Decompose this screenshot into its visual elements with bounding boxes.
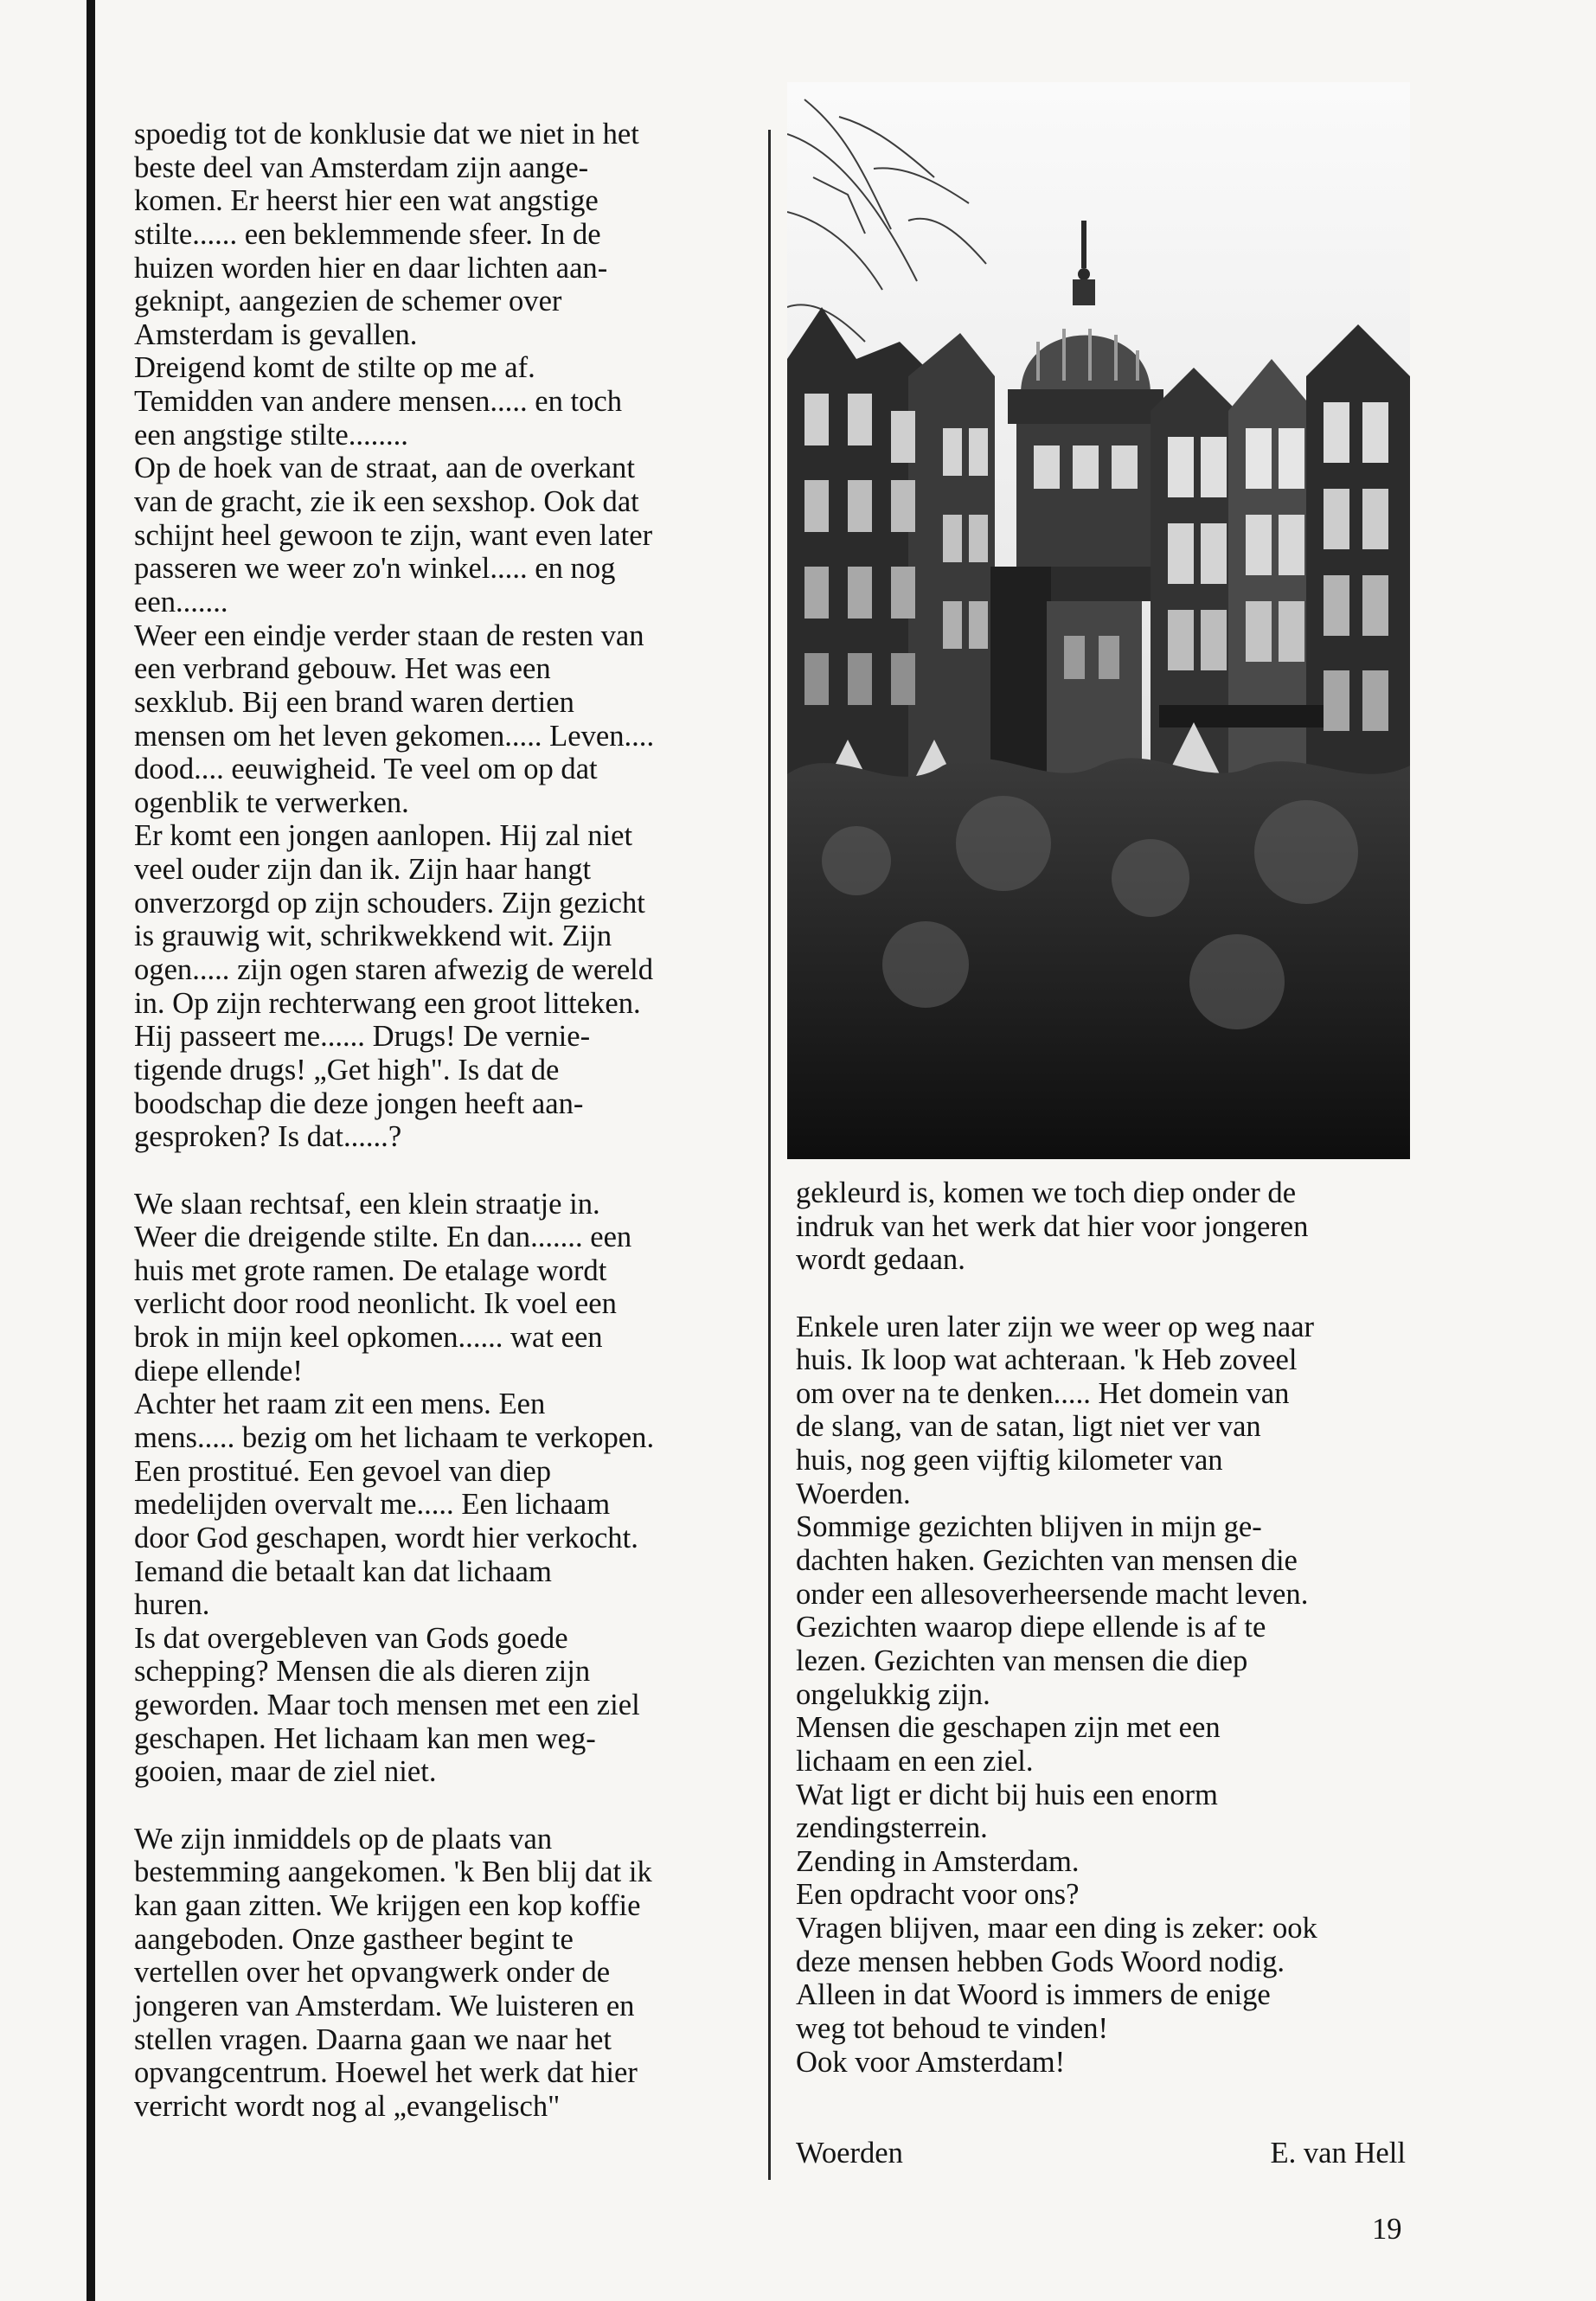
text-line: Wat ligt er dicht bij huis een enorm [796,1778,1218,1811]
text-line: weg tot behoud te vinden! [796,2012,1109,2046]
text-line: boodschap die deze jongen heeft aan- [134,1086,584,1120]
text-line: Zending in Amsterdam. [796,1844,1080,1878]
text-line: van de gracht, zie ik een sexshop. Ook dat [134,485,639,519]
text-line: stellen vragen. Daarna gaan we naar het [134,2022,612,2056]
text-line: verlicht door rood neonlicht. Ik voel een [134,1287,617,1321]
text-line: diepe ellende! [134,1354,303,1388]
text-line: huis. Ik loop wat achteraan. 'k Heb zoveel [796,1343,1298,1377]
text-line: Vragen blijven, maar een ding is zeker: ook [796,1912,1317,1945]
text-line: stilte...... een beklemmende sfeer. In de [134,217,601,251]
text-line: Ook voor Amsterdam! [796,2045,1066,2079]
text-line: spoedig tot de konklusie dat we niet in het [134,118,639,151]
text-line: Een opdracht voor ons? [796,1878,1080,1912]
text-line: sexklub. Bij een brand waren dertien [134,685,574,719]
text-line: deze mensen hebben Gods Woord nodig. [796,1945,1285,1978]
text-line: een verbrand gebouw. Het was een [134,652,551,686]
text-line: Er komt een jongen aanlopen. Hij zal niet [134,819,633,853]
text-line: Dreigend komt de stilte op me af. [134,351,535,385]
text-line: Weer die dreigende stilte. En dan....... een [134,1221,632,1254]
binding-edge [87,0,95,2301]
text-line: Amsterdam is gevallen. [134,317,418,351]
text-line: veel ouder zijn dan ik. Zijn haar hangt [134,853,592,887]
text-line: opvangcentrum. Hoewel het werk dat hier [134,2056,638,2090]
text-line: Iemand die betaalt kan dat lichaam [134,1554,552,1588]
right-text-column [796,1176,1419,2079]
text-line: mensen om het leven gekomen..... Leven.... [134,719,655,753]
text-line: huis met grote ramen. De etalage wordt [134,1253,607,1287]
signature-author: E. van Hell [1270,2137,1406,2170]
paragraph-gap [134,1789,757,1823]
text-line: Een prostitué. Een gevoel van diep [134,1454,552,1488]
text-line: onder een allesoverheersende macht leven. [796,1577,1309,1611]
text-line: gekleurd is, komen we toch diep onder de [796,1176,1297,1209]
text-line: lichaam en een ziel. [796,1744,1034,1778]
text-line: Achter het raam zit een mens. Een [134,1388,546,1421]
text-line: Gezichten waarop diepe ellende is af te [796,1611,1266,1644]
text-line: geschapen. Het lichaam kan men weg- [134,1721,596,1755]
left-text-column [134,118,757,2123]
text-line: Hij passeert me...... Drugs! De vernie- [134,1020,591,1054]
text-line: ogenblik te verwerken. [134,785,409,819]
text-line: huis, nog geen vijftig kilometer van [796,1444,1223,1477]
text-line: indruk van het werk dat hier voor jongeren [796,1209,1309,1243]
text-line: in. Op zijn rechterwang een groot litteken. [134,986,641,1020]
text-line: passeren we weer zo'n winkel..... en nog [134,552,616,586]
paragraph-gap [796,1277,1419,1311]
signature-place: Woerden [796,2137,903,2170]
text-line: wordt gedaan. [796,1243,965,1277]
text-line: jongeren van Amsterdam. We luisteren en [134,1989,635,2022]
text-line: lezen. Gezichten van mensen die diep [796,1644,1248,1677]
text-line: Temidden van andere mensen..... en toch [134,385,623,419]
text-line: komen. Er heerst hier een wat angstige [134,184,599,218]
page-number: 19 [1372,2213,1402,2246]
text-line: vertellen over het opvangwerk onder de [134,1956,611,1990]
text-line: schijnt heel gewoon te zijn, want even later [134,518,653,552]
text-line: Alleen in dat Woord is immers de enige [796,1978,1271,2012]
text-line: Is dat overgebleven van Gods goede [134,1621,568,1655]
text-line: schepping? Mensen die als dieren zijn [134,1655,591,1689]
text-line: Mensen die geschapen zijn met een [796,1711,1221,1745]
text-line: tigende drugs! „Get high". Is dat de [134,1053,560,1086]
text-line: geworden. Maar toch mensen met een ziel [134,1689,640,1722]
text-line: gooien, maar de ziel niet. [134,1755,437,1789]
text-line: gesproken? Is dat......? [134,1120,402,1154]
text-line: een....... [134,585,228,619]
text-line: ongelukkig zijn. [796,1677,990,1711]
text-line: onverzorgd op zijn schouders. Zijn gezicht [134,886,645,920]
text-line: huizen worden hier en daar lichten aan- [134,251,608,285]
text-line: beste deel van Amsterdam zijn aange- [134,151,589,184]
text-line: ogen..... zijn ogen staren afwezig de wereld [134,953,654,987]
text-line: een angstige stilte........ [134,418,408,452]
text-line: mens..... bezig om het lichaam te verkopen. [134,1420,655,1454]
text-line: zendingsterrein. [796,1811,988,1845]
column-divider [768,130,771,2180]
text-line: We zijn inmiddels op de plaats van [134,1822,553,1856]
text-line: Sommige gezichten blijven in mijn ge- [796,1510,1262,1544]
text-line: de slang, van de satan, ligt niet ver van [796,1410,1261,1444]
text-line: dachten haken. Gezichten van mensen die [796,1544,1298,1578]
text-line: Weer een eindje verder staan de resten van [134,619,644,652]
text-line: aangeboden. Onze gastheer begint te [134,1922,574,1956]
text-line: verricht wordt nog al „evangelisch" [134,2089,561,2123]
paragraph-gap [134,1154,757,1188]
text-line: We slaan rechtsaf, een klein straatje in. [134,1187,600,1221]
text-line: Enkele uren later zijn we weer op weg naar [796,1310,1315,1343]
text-line: kan gaan zitten. We krijgen een kop koffie [134,1888,641,1922]
text-line: door God geschapen, wordt hier verkocht. [134,1521,638,1554]
text-line: dood.... eeuwigheid. Te veel om op dat [134,753,598,786]
text-line: medelijden overvalt me..... Een lichaam [134,1488,611,1522]
amsterdam-photo [787,82,1410,1159]
text-line: is grauwig wit, schrikwekkend wit. Zijn [134,920,612,953]
text-line: bestemming aangekomen. 'k Ben blij dat ik [134,1856,652,1889]
text-line: brok in mijn keel opkomen...... wat een [134,1321,603,1355]
text-line: Woerden. [796,1477,911,1510]
text-line: om over na te denken..... Het domein van [796,1376,1290,1410]
text-line: Op de hoek van de straat, aan de overkant [134,452,635,485]
text-line: geknipt, aangezien de schemer over [134,285,562,318]
text-line: huren. [134,1588,210,1622]
